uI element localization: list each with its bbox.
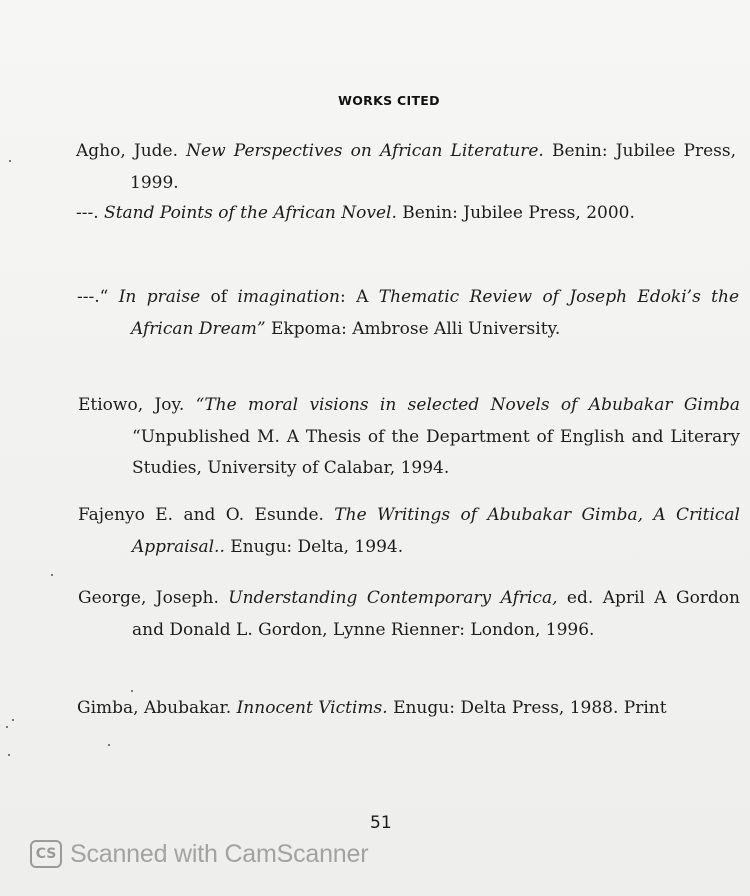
page-title: WORKS CITED (338, 93, 440, 108)
citation-publication: Ekpoma: Ambrose Alli University. (265, 318, 561, 339)
citation-title: Innocent Victims. (236, 698, 388, 718)
citation-title: Stand Points of the African Novel. (104, 203, 397, 223)
citation-entry (76, 198, 736, 230)
citation-publication: ed. April A Gordon and Donald L. Gordon, Lynne Rienner: London, 1996. (132, 588, 740, 640)
citation-author: Fajenyo E. and O. Esunde. (78, 505, 335, 525)
citation-title: Understanding Contemporary Africa, (228, 588, 558, 608)
citation-title-connector: of (200, 287, 238, 307)
citation-entry (78, 500, 740, 563)
scan-speck (8, 754, 10, 756)
citation-title: imagination (237, 287, 340, 307)
camscanner-watermark (30, 836, 368, 872)
citation-title: The Writings of Abubakar Gimba, A Critical Appraisal.. (132, 505, 740, 557)
citation-author: George, Joseph. (78, 588, 229, 608)
scan-speck (51, 574, 53, 576)
citation-entry (77, 693, 741, 725)
citation-author: Gimba, Abubakar. (77, 698, 237, 718)
citation-entry (76, 136, 736, 199)
citation-publication: Enugu: Delta, 1994. (224, 536, 404, 557)
citation-title: New Perspectives on African Literature. (186, 141, 544, 161)
camscanner-logo-icon: CS (30, 840, 62, 868)
scan-speck (6, 726, 8, 728)
citation-author: ---.“ (77, 287, 119, 307)
scan-speck (12, 719, 14, 721)
citation-title: “The moral visions in selected Novels of Abubakar Gimba (195, 395, 741, 415)
citation-publication: Enugu: Delta Press, 1988. Print (387, 698, 667, 718)
citation-entry (78, 583, 740, 646)
page-number: 51 (370, 813, 392, 833)
scan-speck (9, 160, 11, 162)
citation-author: Etiowo, Joy. (78, 395, 196, 415)
scan-speck (108, 744, 110, 746)
citation-title: Thematic Review of Joseph Edoki’s the African Dream” (131, 287, 740, 339)
scan-speck (131, 690, 133, 692)
citation-title: In praise (118, 287, 201, 307)
citation-author: Agho, Jude. (76, 141, 187, 161)
citation-title-connector: : A (340, 287, 379, 307)
citation-entry (77, 282, 739, 345)
citation-entry (78, 390, 740, 485)
citation-publication: Benin: Jubilee Press, 2000. (396, 203, 635, 223)
watermark-text: Scanned with CamScanner (70, 839, 369, 868)
citation-publication: Benin: Jubilee Press, 1999. (130, 141, 736, 193)
citation-author: ---. (76, 203, 105, 223)
citation-publication: “Unpublished M. A Thesis of the Department of English and Literary Studies, University of Calabar, 1994. (132, 426, 740, 478)
